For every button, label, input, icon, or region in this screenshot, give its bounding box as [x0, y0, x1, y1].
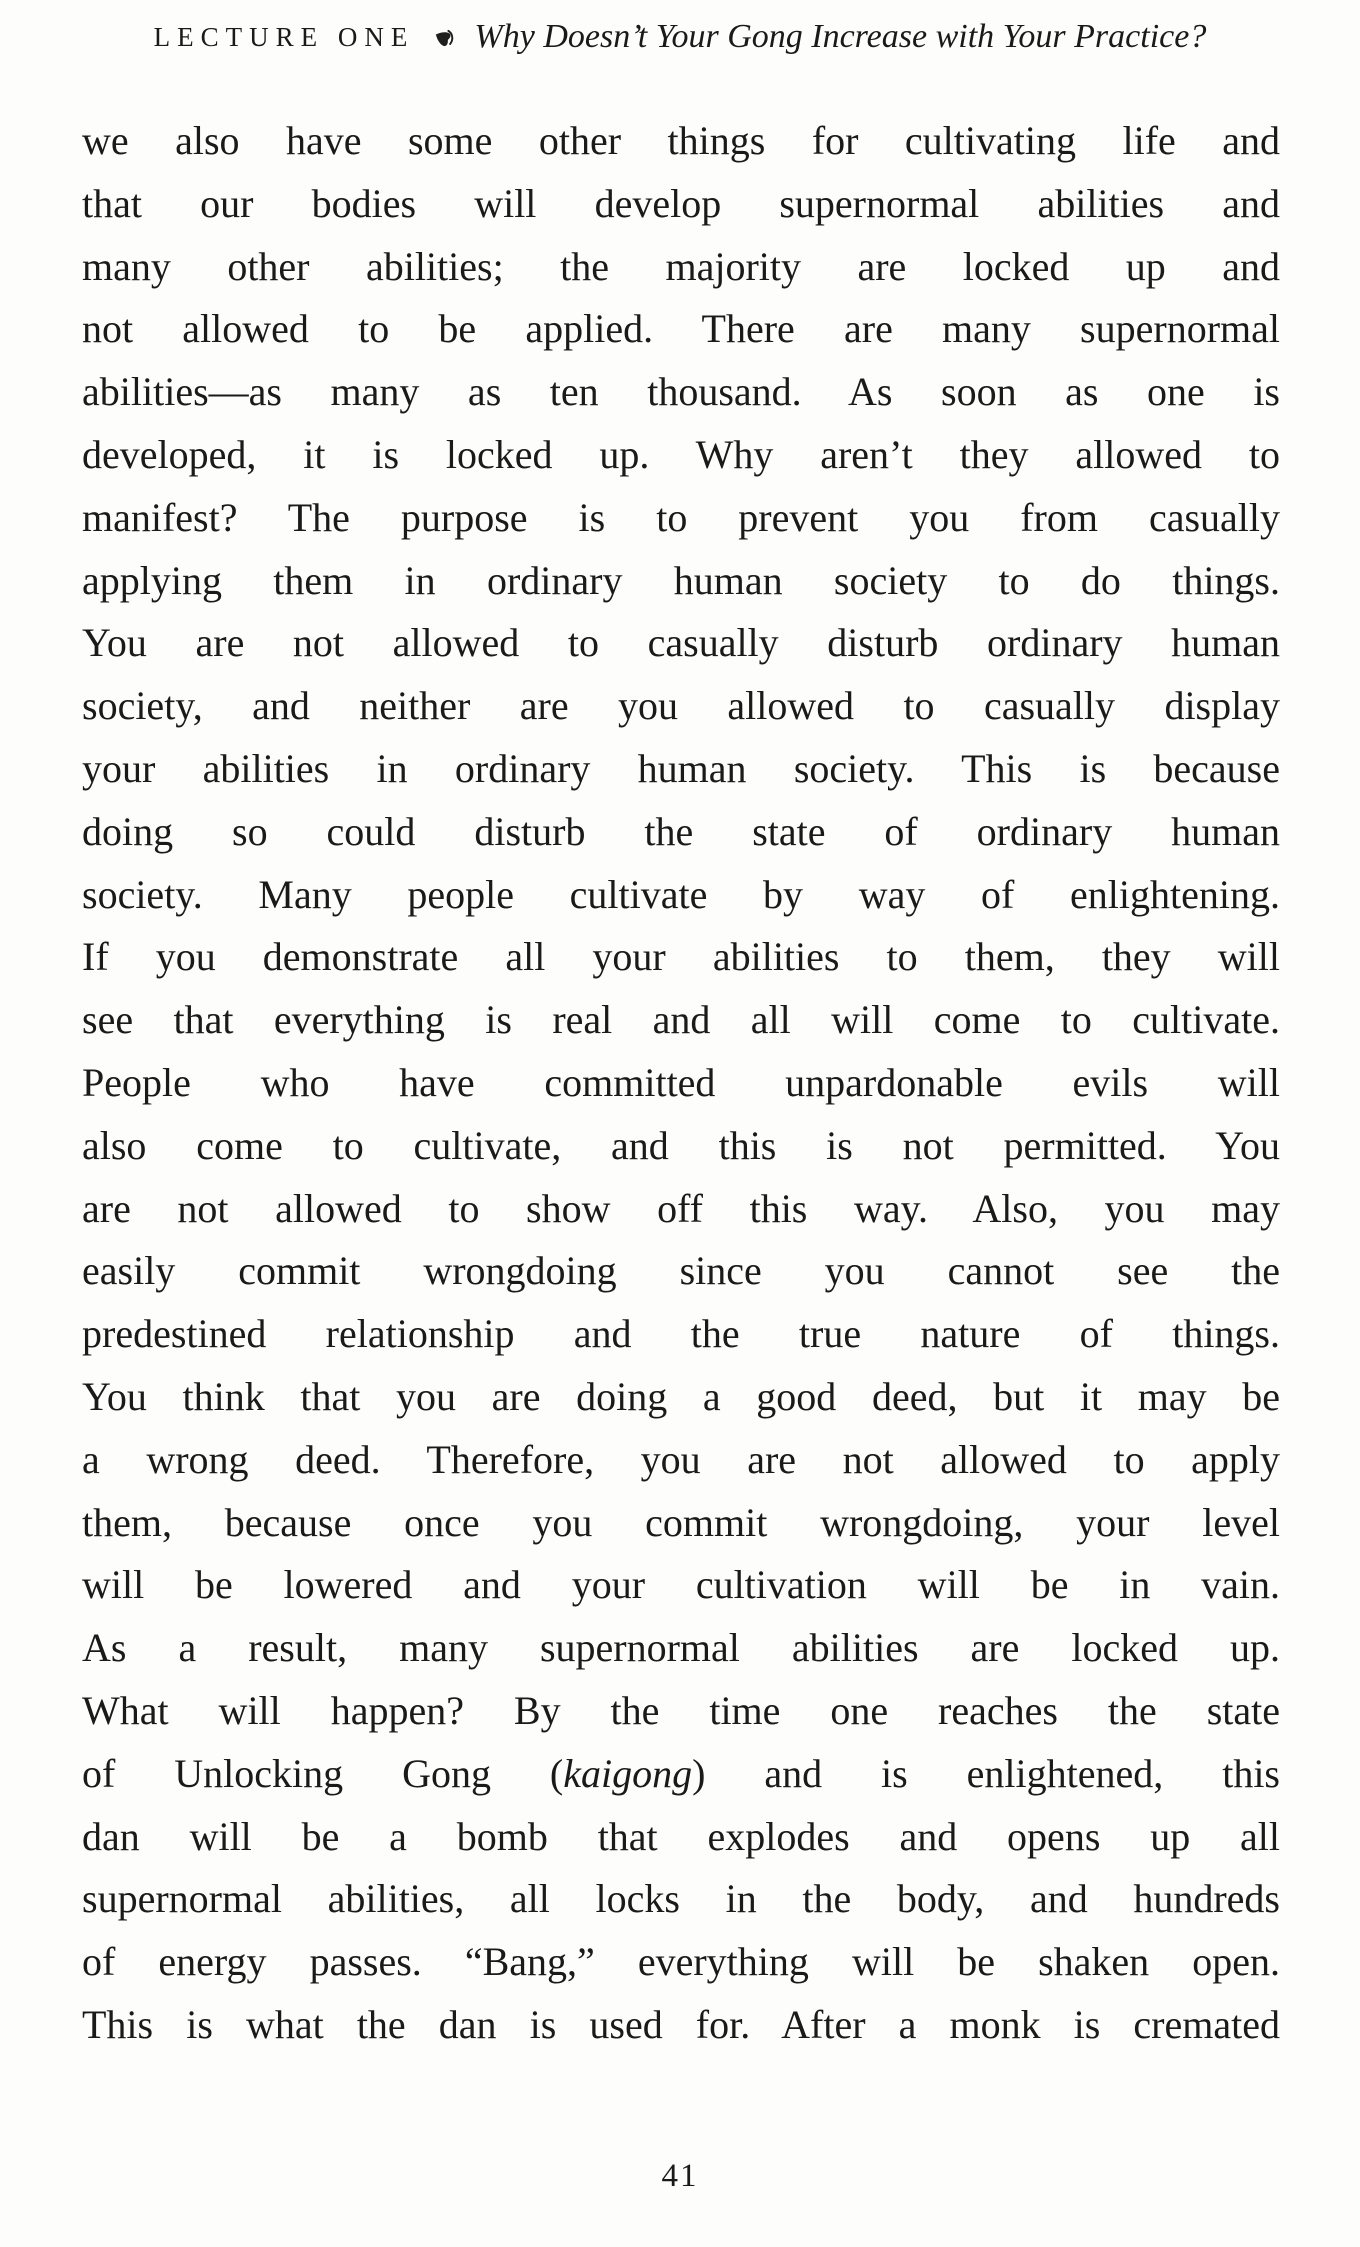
body-line [82, 989, 1280, 1052]
body-line-text: What will happen? By the time one reaches the state [82, 1687, 1280, 1733]
body-line-text: them, because once you commit wrongdoing, your level [82, 1499, 1280, 1545]
body-line-text: abilities—as many as ten thousand. As soon as one is [82, 369, 1280, 415]
body-line-text: society, and neither are you allowed to casually display [82, 683, 1280, 729]
body-line [82, 298, 1280, 361]
body-line [82, 1492, 1280, 1555]
body-line [82, 1617, 1280, 1680]
fleuron-icon [430, 23, 458, 51]
body-line [82, 1115, 1280, 1178]
body-line-text: will be lowered and your cultivation will be in vain. [82, 1562, 1280, 1608]
body-line [82, 1240, 1280, 1303]
body-line-text: we also have some other things for cultivating life and [82, 118, 1280, 163]
body-line-text: You think that you are doing a good deed, but it may be [82, 1373, 1280, 1419]
body-line-text: of Unlocking Gong ( [82, 1750, 564, 1796]
body-line-text: are not allowed to show off this way. Also, you may [82, 1185, 1280, 1231]
body-line [82, 1680, 1280, 1743]
body-line-text: that our bodies will develop supernormal abilities and [82, 180, 1280, 226]
body-line-text: a wrong deed. Therefore, you are not allowed to apply [82, 1436, 1280, 1482]
body-line-text: also come to cultivate, and this is not permitted. You [82, 1122, 1280, 1168]
body-line [82, 1743, 1280, 1806]
body-line [82, 1303, 1280, 1366]
running-header [0, 18, 1360, 56]
body-line-text: You are not allowed to casually disturb ordinary human [82, 620, 1280, 666]
body-line [82, 1429, 1280, 1492]
body-line-text: doing so could disturb the state of ordinary human [82, 808, 1280, 854]
body-line-text: If you demonstrate all your abilities to them, they will [82, 934, 1280, 980]
body-line-text: supernormal abilities, all locks in the body, and hundreds [82, 1876, 1280, 1922]
body-line [82, 487, 1280, 550]
body-line [82, 424, 1280, 487]
body-line [82, 1554, 1280, 1617]
lecture-label: LECTURE ONE [153, 21, 415, 52]
body-line-text: easily commit wrongdoing since you cannot see the [82, 1248, 1280, 1294]
body-line [82, 110, 1280, 173]
body-line [82, 612, 1280, 675]
body-line-text: dan will be a bomb that explodes and opens up all [82, 1813, 1280, 1859]
page-footer [0, 2158, 1360, 2195]
body-line-text: not allowed to be applied. There are many supernormal [82, 306, 1280, 352]
body-line-text: see that everything is real and all will come to cultivate. [82, 997, 1280, 1043]
body-line-text: predestined relationship and the true nature of things. [82, 1311, 1280, 1357]
body-line-text: This is what the dan is used for. After a monk is cremated [82, 2001, 1280, 2047]
body-text [82, 110, 1280, 2057]
body-line [82, 801, 1280, 864]
body-line [82, 1178, 1280, 1241]
body-line [82, 738, 1280, 801]
body-line-text: As a result, many supernormal abilities are locked up. [82, 1625, 1280, 1671]
chapter-title: Why Doesn’t Your Gong Increase with Your Practice? [474, 18, 1207, 55]
body-line-text: many other abilities; the majority are locked up and [82, 243, 1280, 289]
body-line [82, 675, 1280, 738]
body-line-text: your abilities in ordinary human society. This is because [82, 745, 1280, 791]
body-line-text: society. Many people cultivate by way of enlightening. [82, 871, 1280, 917]
body-line [82, 1052, 1280, 1115]
body-line [82, 173, 1280, 236]
body-line [82, 361, 1280, 424]
body-line [82, 1931, 1280, 1994]
body-line-text: People who have committed unpardonable evils will [82, 1059, 1280, 1105]
body-line-text: applying them in ordinary human society to do things. [82, 557, 1280, 603]
body-line-text: ) and is enlightened, this [692, 1750, 1280, 1796]
body-line [82, 1994, 1280, 2057]
body-line [82, 926, 1280, 989]
body-line-text: developed, it is locked up. Why aren’t they allowed to [82, 431, 1280, 477]
body-line [82, 236, 1280, 299]
body-line [82, 1806, 1280, 1869]
page-number: 41 [661, 2158, 699, 2194]
body-line-text: of energy passes. “Bang,” everything will be shaken open. [82, 1939, 1280, 1985]
body-line-text: manifest? The purpose is to prevent you from casually [82, 494, 1280, 540]
body-line [82, 550, 1280, 613]
italic-term: kaigong [563, 1750, 693, 1796]
body-line [82, 1366, 1280, 1429]
body-line [82, 1868, 1280, 1931]
body-line [82, 864, 1280, 927]
